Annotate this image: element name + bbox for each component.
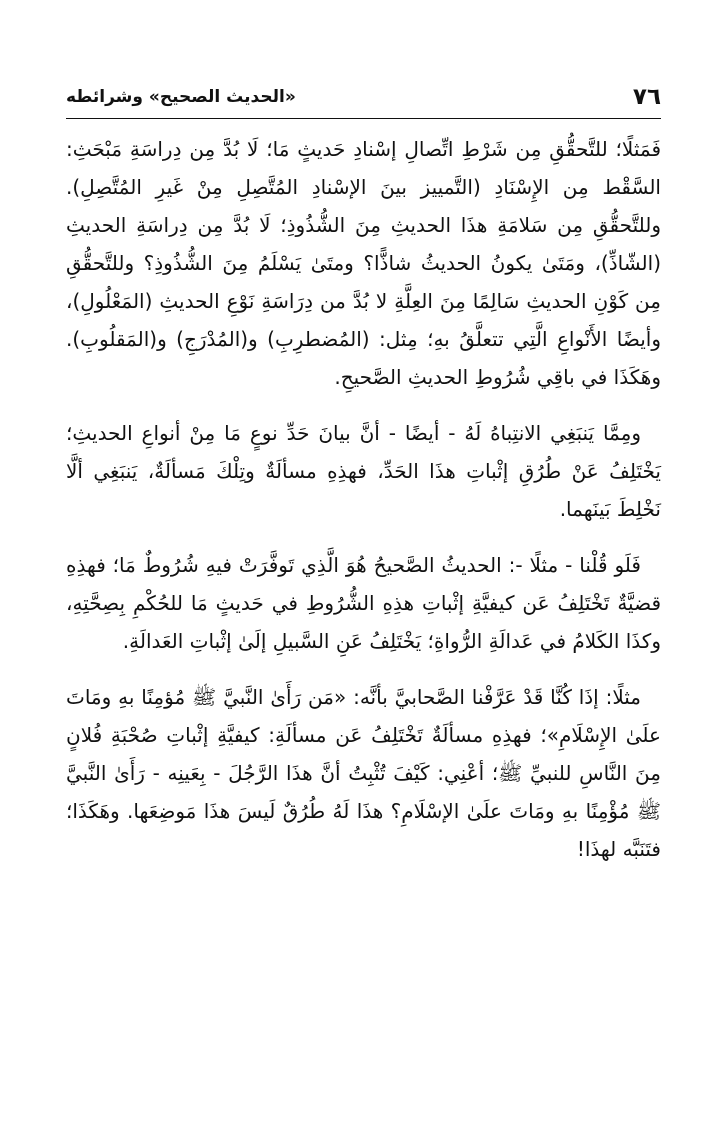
paragraph-1: فَمَثلًا؛ للتَّحقُّقِ مِن شَرْطِ اتِّصالِ إسْنادِ حَديثٍ مَا؛ لَا بُدَّ مِن دِراسَةِ مَبْحَثِ: السَّقْط مِن الإِسْنَادِ (التَّمييز بينَ الإسْنادِ المُتَّصِلِ مِنْ غَيرِ المُتَّصِلِ). وللتَّحقُّقِ مِن سَلامَةِ هذَا الحديثِ مِنَ الشُّذُوذِ؛ لَا بُدَّ مِن دِراسَةِ الحديثِ (الشّاذِّ)، ومَتَىٰ يكونُ الحديثُ شاذًّا؟ ومتَىٰ يَسْلَمُ مِنَ الشُّذُوذِ؟ وللتَّحقُّقِ مِن كَوْنِ الحديثِ سَالِمًا مِنَ العِلَّةِ لا بُدَّ من دِرَاسَةِ نَوْعِ الحديثِ (المَعْلُولِ)، وأيضًا الأَنْواعِ الَّتِي تتعلَّقُ بهِ؛ مِثل: (المُضطرِبِ) و(المُدْرَجِ) و(المَقلُوبِ). وهَكَذَا في باقِي شُرُوطِ الحديثِ الصَّحيحِ.	[66, 137, 661, 389]
paragraph-2: ومِمَّا يَنبَغِي الانتِباهُ لَهُ - أيضًا - أنَّ بيانَ حَدِّ نوعٍ مَا مِنْ أنواعِ الحديثِ؛ يَخْتَلِفُ عَنْ طُرُقِ إثْباتِ هذَا الحَدِّ، فهذِهِ مسألَةٌ وتِلْكَ مَسألَةٌ، يَنبَغِي ألَّا نَخْلِطَ بَينَهما.	[66, 421, 661, 521]
running-title: «الحديث الصحيح» وشرائطه	[66, 87, 296, 107]
page-number: ٧٦	[632, 84, 661, 110]
header-divider	[66, 118, 661, 119]
paragraph-4: مثلًا: إذَا كُنَّا قَدْ عَرَّفْنا الصَّحابيَّ بأنَّه: «مَن رَأَىٰ النَّبيَّ ﷺ مُؤمِنًا بهِ ومَاتَ علَىٰ الإِسْلَامِ»؛ فهذِهِ مسألَةٌ تَخْتَلِفُ عَن مسألَةِ: كيفيَّةِ إثْباتِ صُحْبَةِ فُلانٍ مِنَ النَّاسِ للنبيِّ ﷺ؛ أعْنِي: كَيْفَ تُثْبِتُ أنَّ هذَا الرَّجُلَ - بِعَينِه - رَأَىٰ النَّبيَّ ﷺ مُؤْمِنًا بهِ ومَاتَ علَىٰ الإسْلَامِ؟ هذَا لَهُ طُرُقٌ لَيسَ هذَا مَوضِعَها. وهَكَذَا؛ فتَنَبَّه لهذَا!	[66, 685, 661, 861]
paragraph-3: فَلَو قُلْنا - مثلًا -: الحديثُ الصَّحيحُ هُوَ الَّذِي تَوفَّرَتْ فيهِ شُرُوطٌ مَا؛ فهذِهِ قضيَّةٌ تَخْتَلِفُ عَن كيفيَّةِ إثْباتِ هذِهِ الشُّرُوطِ في حَديثٍ مَا للحُكْمِ بِصِحَّتِهِ، وكذَا الكَلامُ في عَدالَةِ الرُّواةِ؛ يَخْتَلِفُ عَنِ السَّبيلِ إلَىٰ إثْباتِ العَدالَةِ.	[66, 553, 661, 653]
body-text	[66, 130, 661, 886]
running-header	[66, 80, 661, 114]
